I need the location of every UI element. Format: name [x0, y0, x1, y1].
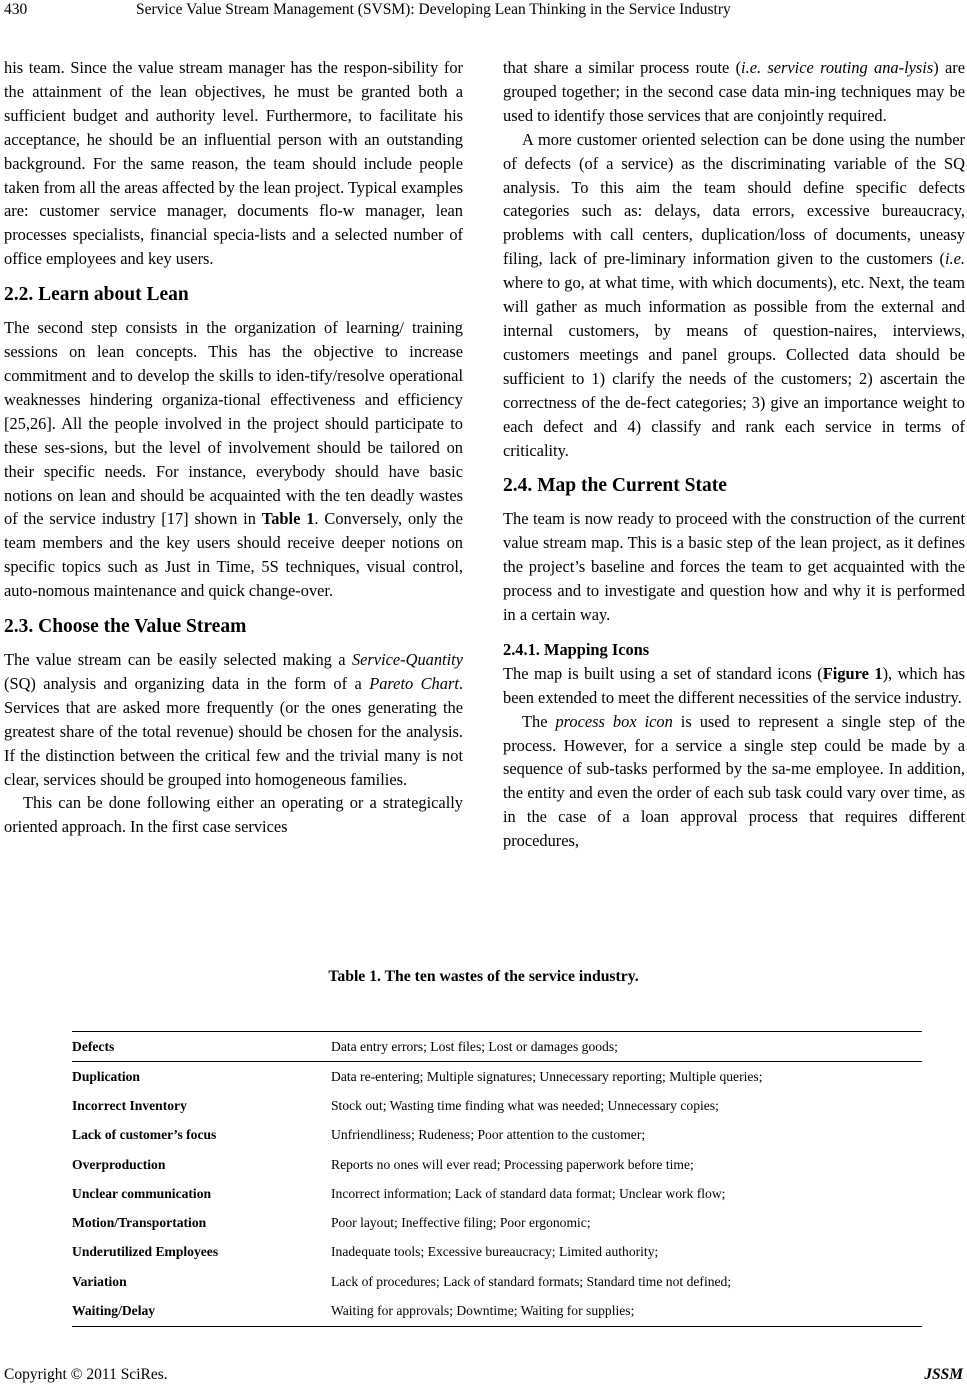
waste-examples: Stock out; Wasting time finding what was needed; Unnecessary copies; — [331, 1097, 719, 1113]
page-header — [0, 0, 967, 26]
waste-examples: Poor layout; Ineffective filing; Poor ergonomic; — [331, 1215, 591, 1231]
paragraph: The map is built using a set of standard icons (Figure 1), which has been extended to meet the different necessities of the service industry. — [503, 663, 965, 707]
table-row — [72, 1032, 922, 1062]
waste-examples: Inadequate tools; Excessive bureaucracy; Limited authority; — [331, 1244, 659, 1260]
waste-name: Variation — [72, 1273, 127, 1289]
journal-abbreviation: JSSM — [924, 1366, 963, 1383]
table-row — [72, 1267, 922, 1296]
waste-name: Defects — [72, 1038, 115, 1054]
paragraph: his team. Since the value stream manager has the respon-sibility for the attainment of the lean objectives, he must be granted both a sufficient budget and authority level. Furthermore, to facilitate his acceptance, he should be an influential person with an outstanding background. For the same reason, the team should include people taken from all the areas affected by the lean project. Typical examples are: customer service manager, documents flo-w manager, lean processes specialists, financial specia-lists and a selected number of office employees and key users. — [4, 58, 463, 269]
running-title: Service Value Stream Management (SVSM): Developing Lean Thinking in the Service Industry — [136, 1, 731, 18]
wastes-table — [72, 1031, 922, 1327]
waste-name: Underutilized Employees — [72, 1244, 219, 1260]
paragraph: The team is now ready to proceed with the construction of the current value stream map. This is a basic step of the lean project, as it defines the project’s baseline and forces the team to get acquainted with the process and to investigate and question how and why it is performed in a certain way. — [503, 509, 965, 625]
paragraph: This can be done following either an operating or a strategically oriented approach. In the first case services — [4, 793, 463, 837]
page-number: 430 — [4, 1, 28, 18]
copyright-notice: Copyright © 2011 SciRes. — [4, 1366, 168, 1383]
left-column — [4, 56, 463, 839]
waste-name: Unclear communication — [72, 1185, 212, 1201]
waste-examples: Data entry errors; Lost files; Lost or damages goods; — [331, 1038, 618, 1054]
table-reference: Table 1 — [261, 509, 315, 529]
table-row — [72, 1238, 922, 1267]
paragraph: The second step consists in the organization of learning/ training sessions on lean concepts. This has the objective to increase commitment and to develop the skills to iden-tify/resolve operational weaknesses hindering organiza-tional effectiveness and efficiency [25,26]. All the people involved in the project should participate to these ses-sions, but the level of involvement should be tailored on their specific needs. For instance, everybody should have basic notions on lean and should be acquainted with the ten deadly wastes of the service industry [17] shown in Table 1. Conversely, only the team members and the key users should receive deeper notions on specific topics such as Just in Time, 5S techniques, visual control, auto-nomous maintenance and quick change-over. — [4, 318, 463, 601]
waste-examples: Data re-entering; Multiple signatures; Unnecessary reporting; Multiple queries; — [331, 1068, 763, 1084]
paragraph: A more customer oriented selection can be done using the number of defects (of a service) as the discriminating variable of the SQ analysis. To this aim the team should define specific defects categories such as: delays, data errors, excessive bureaucracy, problems with call centers, duplication/loss of documents, uneasy filing, lack of pre-liminary information given to the customers (i.e. where to go, at what time, with which documents), etc. Next, the team will gather as much information as possible from the external and internal customers, by means of question-naires, interviews, customers meetings and panel groups. Collected data should be sufficient to 1) clarify the needs of the customers; 2) ascertain the correctness of the de-fect categories; 3) give an importance weight to each defect and 4) classify and rank each service in terms of criticality. — [503, 129, 965, 460]
paragraph: The value stream can be easily selected making a Service-Quantity (SQ) analysis and organizing data in the form of a Pareto Chart. Services that are asked more frequently (or the ones generating the greatest share of the total revenue) should be chosen for the analysis. If the distinction between the critical few and the trivial many is not clear, services should be grouped into homogeneous families. — [4, 650, 463, 789]
table-row — [72, 1179, 922, 1208]
subsection-heading-2-4-1: 2.4.1. Mapping Icons — [503, 639, 650, 659]
figure-reference: Figure 1 — [822, 663, 883, 683]
table-row — [72, 1208, 922, 1237]
section-heading-2-4: 2.4. Map the Current State — [503, 475, 727, 497]
table-row — [72, 1091, 922, 1120]
waste-name: Motion/Transportation — [72, 1215, 207, 1231]
table-row — [72, 1150, 922, 1179]
waste-examples: Unfriendliness; Rudeness; Poor attention to the customer; — [331, 1127, 646, 1143]
waste-examples: Incorrect information; Lack of standard data format; Unclear work flow; — [331, 1185, 726, 1201]
waste-name: Incorrect Inventory — [72, 1097, 187, 1113]
right-column — [503, 56, 965, 853]
paragraph: that share a similar process route (i.e. service routing ana-lysis) are grouped together; in the second case data min-ing techniques may be used to identify those services that are conjointly required. — [503, 58, 965, 125]
waste-name: Overproduction — [72, 1156, 166, 1172]
waste-examples: Lack of procedures; Lack of standard formats; Standard time not defined; — [331, 1273, 732, 1289]
table-row — [72, 1296, 922, 1326]
table-row — [72, 1121, 922, 1150]
waste-name: Waiting/Delay — [72, 1303, 156, 1319]
section-heading-2-2: 2.2. Learn about Lean — [4, 284, 189, 306]
table-caption: Table 1. The ten wastes of the service industry. — [328, 968, 639, 985]
waste-name: Lack of customer’s focus — [72, 1127, 217, 1143]
paragraph: The process box icon is used to represent a single step of the process. However, for a service a single step could be made by a sequence of sub-tasks performed by the sa-me employee. In addition, the entity and even the order of each sub task could vary over time, as in the case of a loan approval process that requires different procedures, — [503, 711, 965, 851]
table-row — [72, 1062, 922, 1092]
section-heading-2-3: 2.3. Choose the Value Stream — [4, 616, 247, 638]
waste-examples: Reports no ones will ever read; Processing paperwork before time; — [331, 1156, 694, 1172]
waste-examples: Waiting for approvals; Downtime; Waiting for supplies; — [331, 1303, 635, 1319]
waste-name: Duplication — [72, 1068, 140, 1084]
